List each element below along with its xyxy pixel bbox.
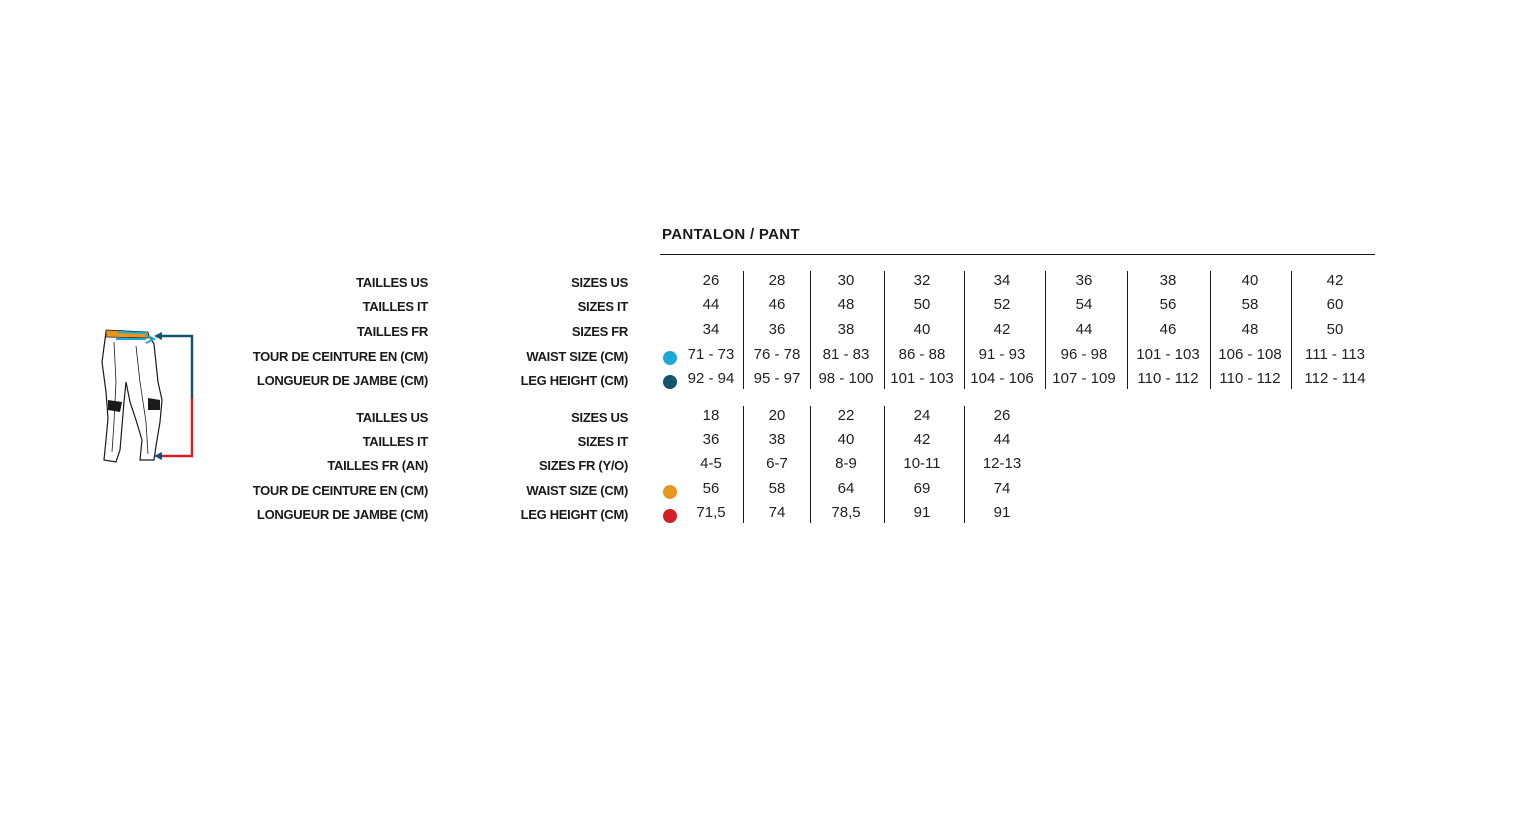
row-label-fr: TAILLES IT bbox=[362, 434, 428, 449]
table-cell: 56 bbox=[1159, 296, 1177, 313]
leg-color-dot bbox=[663, 509, 677, 523]
waist-color-dot bbox=[663, 351, 677, 365]
row-label-fr: LONGUEUR DE JAMBE (CM) bbox=[256, 507, 428, 522]
table-cell: 98 - 100 bbox=[818, 370, 874, 387]
table-cell: 52 bbox=[993, 296, 1011, 313]
table-cell: 74 bbox=[768, 504, 786, 521]
table-cell: 12-13 bbox=[982, 455, 1022, 472]
table-cell: 74 bbox=[993, 480, 1011, 497]
table-cell: 46 bbox=[768, 296, 786, 313]
table-cell: 106 - 108 bbox=[1218, 346, 1282, 363]
table-cell: 44 bbox=[702, 296, 720, 313]
row-label-en: WAIST SIZE (CM) bbox=[526, 349, 628, 364]
row-label-en: SIZES IT bbox=[577, 299, 628, 314]
table-cell: 91 bbox=[913, 504, 931, 521]
table-cell: 10-11 bbox=[903, 455, 941, 472]
row-label-en: LEG HEIGHT (CM) bbox=[520, 373, 628, 388]
table-cell: 18 bbox=[702, 407, 720, 424]
table-cell: 86 - 88 bbox=[898, 346, 946, 363]
table-cell: 4-5 bbox=[700, 455, 722, 472]
table-cell: 58 bbox=[768, 480, 786, 497]
table-cell: 42 bbox=[913, 431, 931, 448]
table-cell: 40 bbox=[837, 431, 855, 448]
table-cell: 22 bbox=[837, 407, 855, 424]
table-cell: 38 bbox=[768, 431, 786, 448]
row-label-en: SIZES IT bbox=[577, 434, 628, 449]
table-cell: 110 - 112 bbox=[1219, 370, 1281, 387]
table-cell: 6-7 bbox=[766, 455, 788, 472]
row-label-fr: TAILLES FR bbox=[356, 324, 428, 339]
table-cell: 58 bbox=[1241, 296, 1259, 313]
row-label-fr: LONGUEUR DE JAMBE (CM) bbox=[256, 373, 428, 388]
table-cell: 81 - 83 bbox=[822, 346, 870, 363]
table-cell: 71,5 bbox=[696, 504, 726, 521]
row-label-en: LEG HEIGHT (CM) bbox=[520, 507, 628, 522]
column-divider bbox=[810, 406, 811, 523]
table-cell: 50 bbox=[913, 296, 931, 313]
table-cell: 30 bbox=[837, 272, 855, 289]
table-cell: 104 - 106 bbox=[970, 370, 1034, 387]
table-cell: 101 - 103 bbox=[890, 370, 954, 387]
column-divider bbox=[743, 406, 744, 523]
table-cell: 54 bbox=[1075, 296, 1093, 313]
row-label-en: SIZES FR (Y/O) bbox=[539, 458, 628, 473]
table-cell: 92 - 94 bbox=[687, 370, 735, 387]
table-cell: 91 - 93 bbox=[978, 346, 1026, 363]
table-cell: 91 bbox=[993, 504, 1011, 521]
column-divider bbox=[964, 406, 965, 523]
table-cell: 111 - 113 bbox=[1304, 346, 1366, 363]
table-cell: 38 bbox=[1159, 272, 1177, 289]
table-cell: 40 bbox=[1241, 272, 1259, 289]
table-cell: 95 - 97 bbox=[753, 370, 801, 387]
table-cell: 42 bbox=[1326, 272, 1344, 289]
table-cell: 46 bbox=[1159, 321, 1177, 338]
table-cell: 69 bbox=[913, 480, 931, 497]
table-cell: 26 bbox=[993, 407, 1011, 424]
table-cell: 40 bbox=[913, 321, 931, 338]
row-label-fr: TAILLES US bbox=[356, 275, 428, 290]
row-label-fr: TAILLES FR (AN) bbox=[327, 458, 428, 473]
table-cell: 36 bbox=[702, 431, 720, 448]
column-divider bbox=[743, 271, 744, 389]
table-cell: 36 bbox=[1075, 272, 1093, 289]
table-cell: 64 bbox=[837, 480, 855, 497]
column-divider bbox=[884, 406, 885, 523]
row-label-fr: TAILLES IT bbox=[362, 299, 428, 314]
row-label-fr: TAILLES US bbox=[356, 410, 428, 425]
table-cell: 107 - 109 bbox=[1052, 370, 1116, 387]
column-divider bbox=[1127, 271, 1128, 389]
leg-color-dot bbox=[663, 375, 677, 389]
row-label-en: SIZES US bbox=[571, 410, 628, 425]
table-cell: 96 - 98 bbox=[1060, 346, 1108, 363]
waist-color-dot bbox=[663, 485, 677, 499]
table-cell: 24 bbox=[913, 407, 931, 424]
table-cell: 28 bbox=[768, 272, 786, 289]
table-cell: 48 bbox=[837, 296, 855, 313]
column-divider bbox=[810, 271, 811, 389]
row-label-en: WAIST SIZE (CM) bbox=[526, 483, 628, 498]
table-cell: 26 bbox=[702, 272, 720, 289]
table-cell: 42 bbox=[993, 321, 1011, 338]
table-cell: 34 bbox=[993, 272, 1011, 289]
chart-title: PANTALON / PANT bbox=[662, 226, 800, 243]
table-cell: 38 bbox=[837, 321, 855, 338]
table-cell: 50 bbox=[1326, 321, 1344, 338]
table-cell: 48 bbox=[1241, 321, 1259, 338]
title-divider bbox=[660, 254, 1375, 255]
table-cell: 110 - 112 bbox=[1137, 370, 1199, 387]
row-label-fr: TOUR DE CEINTURE EN (CM) bbox=[252, 483, 428, 498]
table-cell: 44 bbox=[993, 431, 1011, 448]
pants-figure-icon bbox=[96, 322, 196, 464]
table-cell: 71 - 73 bbox=[687, 346, 735, 363]
table-cell: 112 - 114 bbox=[1304, 370, 1366, 387]
table-cell: 20 bbox=[768, 407, 786, 424]
row-label-en: SIZES FR bbox=[571, 324, 628, 339]
column-divider bbox=[1291, 271, 1292, 389]
table-cell: 44 bbox=[1075, 321, 1093, 338]
table-cell: 60 bbox=[1326, 296, 1344, 313]
column-divider bbox=[1045, 271, 1046, 389]
row-label-en: SIZES US bbox=[571, 275, 628, 290]
table-cell: 32 bbox=[913, 272, 931, 289]
table-cell: 36 bbox=[768, 321, 786, 338]
table-cell: 101 - 103 bbox=[1136, 346, 1200, 363]
table-cell: 76 - 78 bbox=[753, 346, 801, 363]
row-label-fr: TOUR DE CEINTURE EN (CM) bbox=[252, 349, 428, 364]
table-cell: 8-9 bbox=[835, 455, 857, 472]
column-divider bbox=[1210, 271, 1211, 389]
column-divider bbox=[964, 271, 965, 389]
table-cell: 56 bbox=[702, 480, 720, 497]
table-cell: 34 bbox=[702, 321, 720, 338]
table-cell: 78,5 bbox=[831, 504, 861, 521]
column-divider bbox=[884, 271, 885, 389]
